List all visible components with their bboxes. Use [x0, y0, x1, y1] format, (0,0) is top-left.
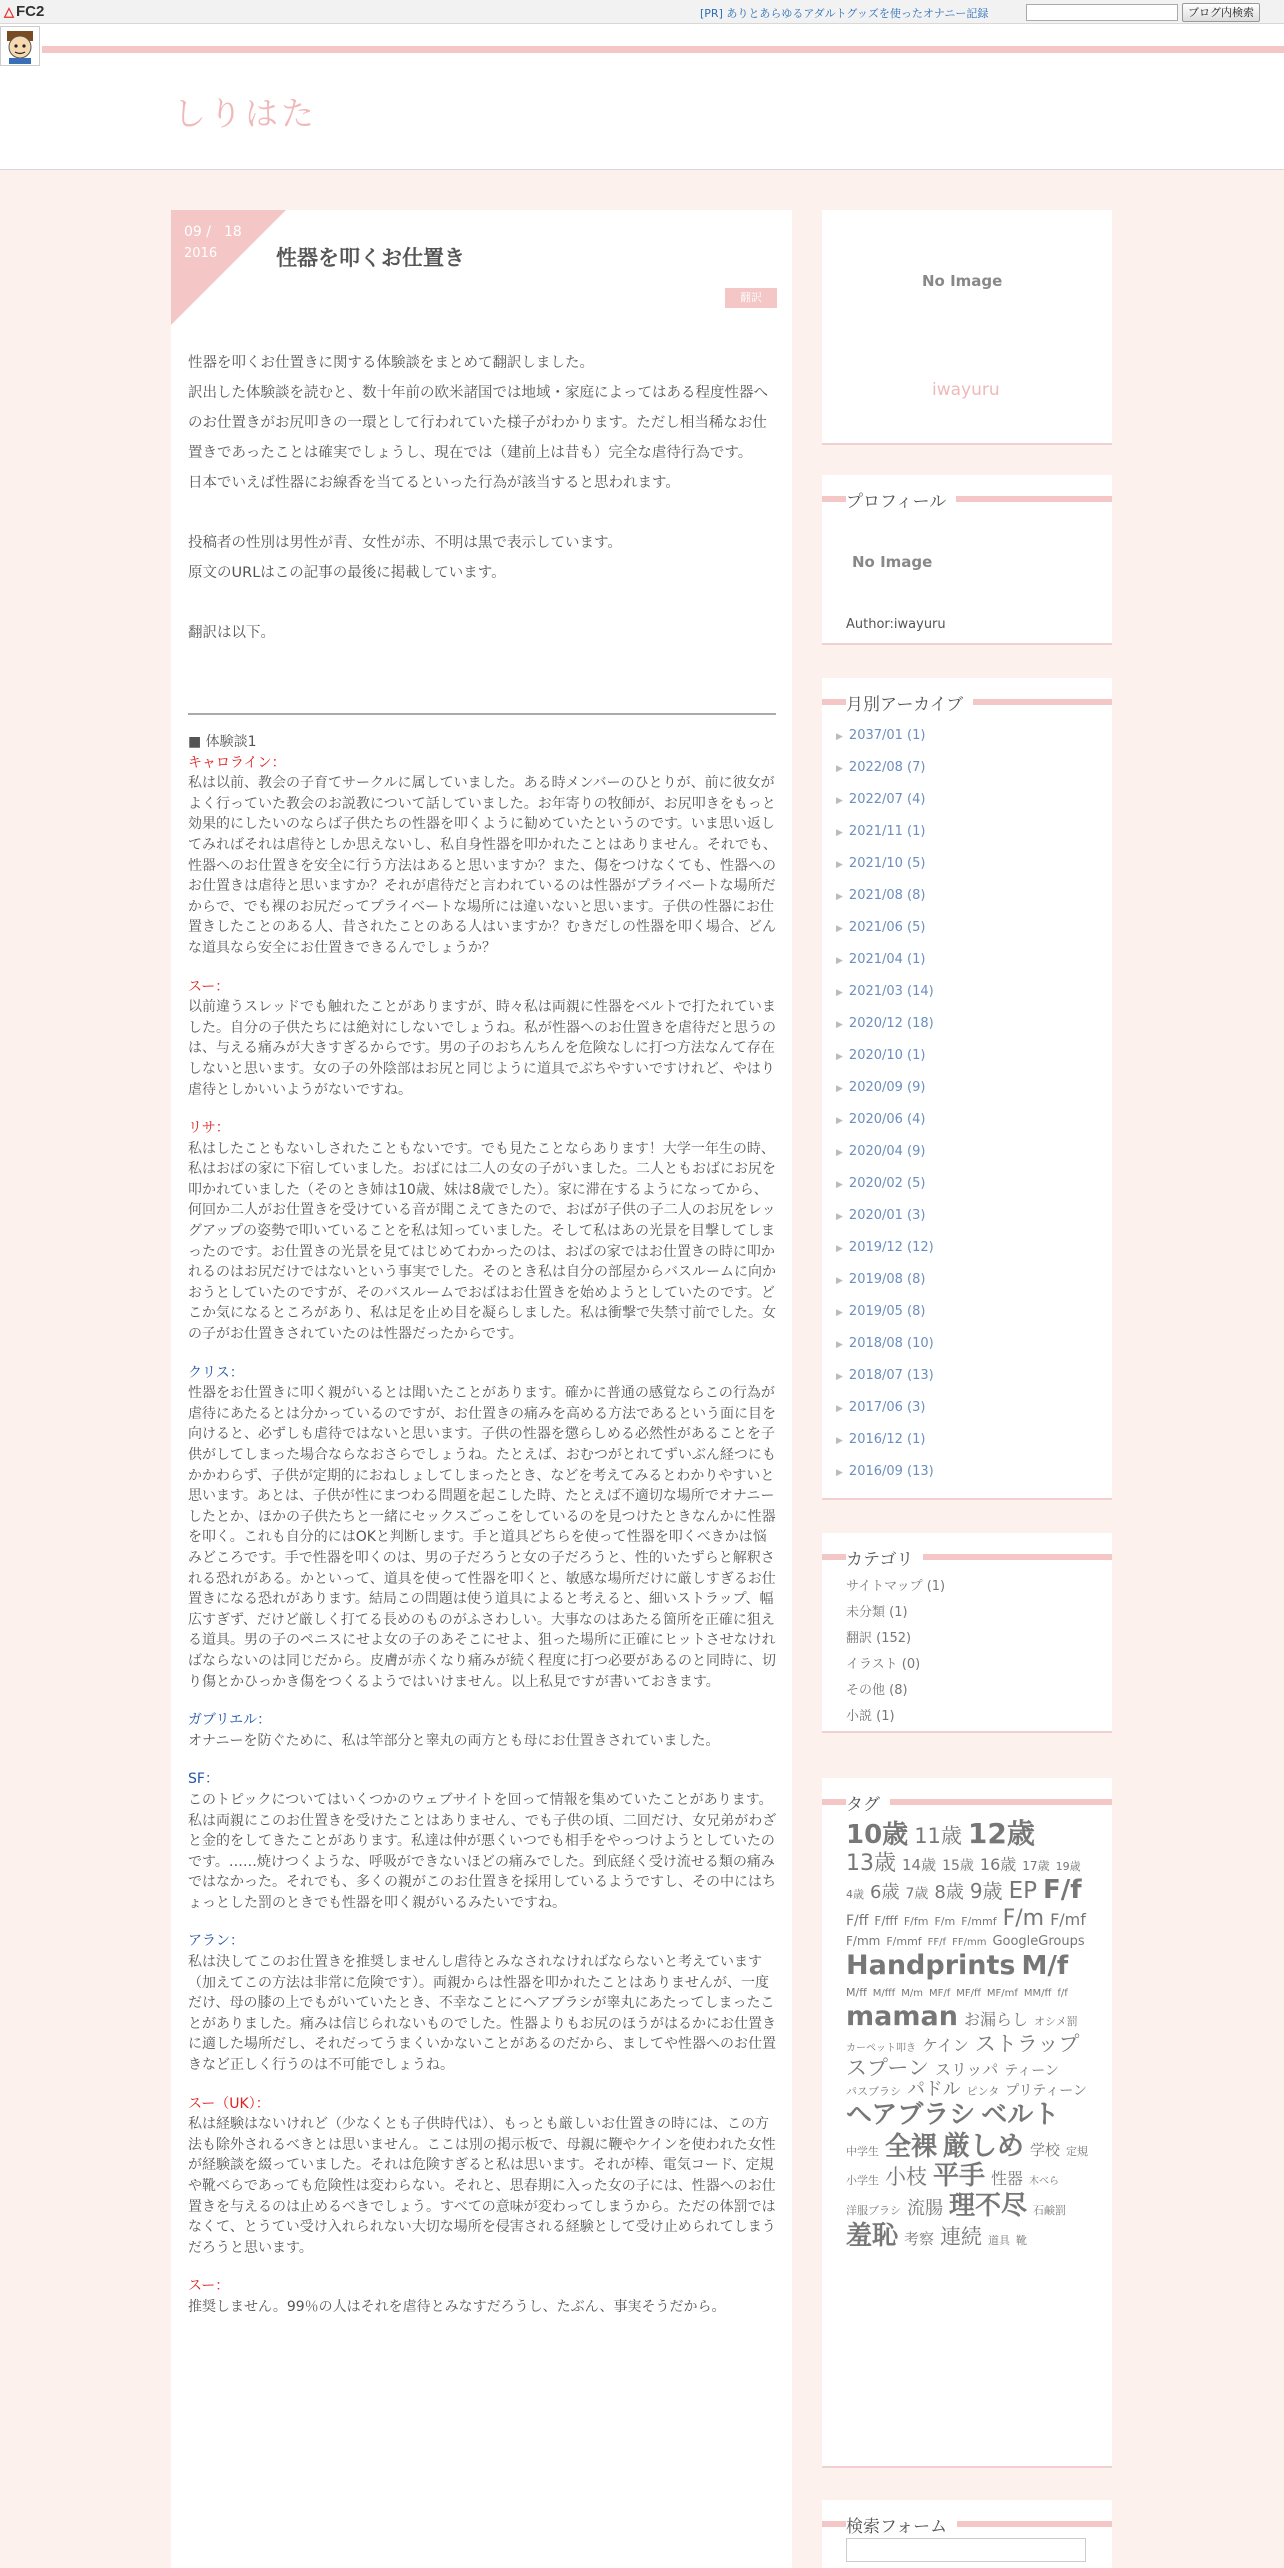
tag-link[interactable]: ベルト — [981, 2099, 1060, 2130]
arrow-icon: ▶ — [836, 796, 843, 806]
tag-link[interactable]: 靴 — [1016, 2234, 1028, 2248]
tag-link[interactable]: F/f — [1042, 1875, 1082, 1906]
tag-link[interactable]: F/mmf — [886, 1935, 922, 1949]
tag-link[interactable]: F/m — [934, 1915, 956, 1929]
category-item[interactable]: その他 (8) — [846, 1683, 908, 1698]
archive-item-label[interactable]: 2021/03 (14) — [848, 984, 934, 999]
archive-item[interactable] — [836, 1456, 934, 1488]
intro-line: 訳出した体験談を読むと、数十年前の欧米諸国では地域・家庭によってはある程度性器へのお仕置きがお尻叩きの一環として行われていた様子がわかります。ただし相当稀なお仕置きであったことは確実でしょうし、現在では（建前上は昔も）完全な虐待行為です。 — [188, 385, 768, 461]
tag-link[interactable]: MF/ff — [956, 1988, 981, 2000]
tag-link[interactable]: パスブラシ — [846, 2084, 901, 2098]
arrow-icon: ▶ — [836, 828, 843, 838]
archive-item[interactable] — [836, 1168, 934, 1200]
category-widget — [822, 1533, 1112, 1733]
category-item[interactable]: 未分類 (1) — [846, 1605, 908, 1620]
archive-item-label[interactable]: 2021/11 (1) — [848, 824, 926, 839]
post-body — [188, 732, 778, 2336]
tag-link[interactable]: 理不尽 — [949, 2191, 1028, 2222]
arrow-icon: ▶ — [836, 1468, 843, 1478]
tag-link[interactable]: 石鹸罰 — [1033, 2204, 1067, 2218]
comment — [188, 977, 778, 1101]
tag-link[interactable]: M/f — [1021, 1951, 1069, 1982]
tag-link[interactable]: 連続 — [940, 2225, 983, 2250]
arrow-icon: ▶ — [836, 1148, 843, 1158]
archive-item[interactable] — [836, 1392, 934, 1424]
arrow-icon: ▶ — [836, 892, 843, 902]
author-link[interactable]: iwayuru — [932, 380, 1000, 400]
intro-line: 原文のURLはこの記事の最後に掲載しています。 — [188, 565, 506, 581]
comment-text: 私はしたこともないしされたこともないです。でも見たことならあります！大学一年生の時、私はおばの家に下宿していました。おばには二人の女の子がいました。二人ともおばにお尻を叩かれていました（そのとき姉は10歳、妹は8歳でした）。家に滞在するようになってから、何回か二人がお仕置きを受けている音が聞こえてきたので、おばが子供の子二人のお尻をレッグアップの姿勢で叩いていることを私は知っていました。そして私はあの光景を目撃してしまったのです。お仕置きの光景を見てはじめてわかったのは、おばの家ではお仕置きの時に叩かれるのはお尻だけではないという事実でした。そのとき私は自分の部屋からバスルームに向かおうとしていたのですが、そのバスルームでおばはお仕置きを始めようとしていたのです。どこか気になるところがあり、私は足を止め目を凝らしました。私は衝撃で失禁寸前でした。女の子がお仕置きされていたのは性器だったからです。 — [188, 1140, 776, 1343]
arrow-icon: ▶ — [836, 1308, 843, 1318]
archive-item[interactable] — [836, 1136, 934, 1168]
category-badge[interactable]: 翻訳 — [725, 288, 777, 308]
comment — [188, 753, 778, 959]
tag-link[interactable]: 7歳 — [905, 1886, 929, 1903]
tag-link[interactable]: 11歳 — [914, 1824, 962, 1848]
post-title[interactable]: 性器を叩くお仕置き — [276, 246, 465, 270]
tag-link[interactable]: ケイン — [922, 2035, 969, 2055]
archive-item[interactable] — [836, 1104, 934, 1136]
archive-item[interactable] — [836, 1424, 934, 1456]
archive-list — [836, 720, 934, 1488]
tag-link[interactable]: スリッパ — [934, 2059, 999, 2079]
tag-link[interactable]: パドル — [907, 2078, 961, 2100]
speaker-name: キャロライン： — [188, 754, 286, 771]
archive-item-label[interactable]: 2017/06 (3) — [848, 1400, 926, 1415]
tag-link[interactable]: 13歳 — [846, 1850, 896, 1876]
tag-link[interactable]: 15歳 — [942, 1857, 974, 1874]
tag-link[interactable]: F/m — [1002, 1906, 1045, 1932]
profile-widget — [822, 475, 1112, 645]
speaker-name: スー： — [188, 978, 230, 995]
arrow-icon: ▶ — [836, 1116, 843, 1126]
arrow-icon: ▶ — [836, 1436, 843, 1446]
tag-link[interactable]: 厳しめ — [943, 2130, 1025, 2162]
archive-item-label[interactable]: 2018/08 (10) — [848, 1336, 934, 1351]
comment — [188, 1710, 778, 1751]
comment-text: 私は経験はないけれど（少なくとも子供時代は）、もっとも厳しいお仕置きの時には、この方法も除外されるべきとは思いません。ここは別の掲示板で、母親に鞭やケインを使われた女性が経験談を綴っていました。それは危険すぎると私は思います。それが棒、電気コード、定規や靴べらであっても危険性は変わらない。それと、思春期に入った女の子には、性器へのお仕置きを与えるのは止めるべきでしょう。すべての意味が変わってしまうから。ただの体罰ではなくて、とうてい受け入れられない大切な場所を侵害される経験として受け止められてしまうだろうと思います。 — [188, 2116, 776, 2256]
archive-item-label[interactable]: 2020/04 (9) — [848, 1144, 926, 1159]
archive-item-label[interactable]: 2019/08 (8) — [848, 1272, 926, 1287]
archive-item-label[interactable]: 2016/09 (13) — [848, 1464, 934, 1479]
widget-title: プロフィール — [846, 487, 956, 512]
archive-item-label[interactable]: 2019/12 (12) — [848, 1240, 934, 1255]
archive-item[interactable] — [836, 976, 934, 1008]
tag-link[interactable]: EP — [1008, 1878, 1037, 1905]
speaker-name: ガブリエル： — [188, 1712, 272, 1729]
intro-line: 投稿者の性別は男性が青、女性が赤、不明は黒で表示しています。 — [188, 535, 622, 551]
tag-link[interactable]: M/m — [901, 1988, 923, 2000]
category-list — [846, 1575, 945, 1731]
blog-search-button[interactable]: ブログ内検索 — [1182, 3, 1260, 22]
archive-item[interactable] — [836, 816, 934, 848]
tag-link[interactable]: F/mmf — [961, 1915, 997, 1929]
tag-link[interactable]: 10歳 — [846, 1820, 909, 1850]
widget-title: 検索フォーム — [846, 2512, 957, 2537]
comment-text: 私は以前、教会の子育てサークルに属していました。ある時メンバーのひとりが、前に彼女がよく行っていた教会のお説教について話していました。お年寄りの牧師が、お尻叩きをもっと効果的にしたいのならば子供たちの性器を叩くように勧めていたというのです。いま思い返してみればそれは虐待としか思えないし、私自身性器を叩かれたことはありません。それでも、性器へのお仕置きを安全に行う方法はあると思いますか？また、傷をつけなくても、性器へのお仕置きは虐待と思いますか？それが虐待だと言われているのは性器がプライベートな場所だからで、でも裸のお尻だってプライベートな場所には違いないと思います。子供の性器にお仕置きしたことのある人、昔されたことのある人はいますか？むきだしの性器を叩く場合、どんな道具なら安全にお仕置きできるんでしょうか？ — [188, 775, 777, 956]
fc2-top-bar — [0, 0, 1284, 24]
archive-item-label[interactable]: 2037/01 (1) — [848, 728, 926, 743]
profile-author: Author:iwayuru — [846, 617, 946, 632]
tag-link[interactable]: 平手 — [933, 2161, 986, 2192]
tag-link[interactable]: MF/f — [928, 1988, 951, 2000]
comment — [188, 1769, 778, 1913]
tag-link[interactable]: 9歳 — [969, 1879, 1003, 1904]
tag-link[interactable]: 4歳 — [846, 1888, 864, 1902]
tag-link[interactable]: M/fff — [872, 1988, 896, 2000]
tag-link[interactable]: 小枝 — [885, 2165, 927, 2190]
tag-link[interactable]: 性器 — [991, 2169, 1024, 2189]
tag-link[interactable]: ストラップ — [974, 2031, 1080, 2056]
archive-item[interactable] — [836, 784, 934, 816]
avatar[interactable] — [0, 26, 40, 66]
tag-link[interactable]: F/fm — [903, 1915, 929, 1929]
widget-title: タグ — [846, 1790, 890, 1815]
archive-item[interactable] — [836, 944, 934, 976]
archive-item-label[interactable]: 2020/12 (18) — [848, 1016, 934, 1031]
archive-item-label[interactable]: 2020/02 (5) — [848, 1176, 926, 1191]
site-header — [0, 24, 1284, 170]
tag-link[interactable]: GoogleGroups — [992, 1934, 1085, 1950]
tag-link[interactable]: プリティーン — [1005, 2082, 1087, 2099]
comment — [188, 2094, 778, 2259]
tag-link[interactable]: M/ff — [846, 1986, 867, 2000]
sidebar-top-image — [822, 210, 1112, 445]
tag-link[interactable]: 道具 — [988, 2234, 1011, 2248]
tag-link[interactable]: 小学生 — [846, 2174, 879, 2188]
tag-link[interactable]: MF/mf — [986, 1988, 1018, 2000]
divider — [188, 713, 776, 715]
date-day: 18 — [224, 224, 242, 240]
tag-link[interactable]: スプーン — [846, 2055, 929, 2080]
comment-text: 推奨しません。99％の人はそれを虐待とみなすだろうし、たぶん、事実そうだから。 — [188, 2298, 726, 2315]
arrow-icon: ▶ — [836, 860, 843, 870]
blog-search-input[interactable] — [1026, 4, 1178, 21]
tag-link[interactable]: カーペット叩き — [846, 2042, 916, 2054]
archive-item-label[interactable]: 2021/04 (1) — [848, 952, 926, 967]
archive-item-label[interactable]: 2018/07 (13) — [848, 1368, 934, 1383]
arrow-icon: ▶ — [836, 1244, 843, 1254]
sidebar-search-input[interactable] — [846, 2538, 1086, 2562]
comment-text: 性器をお仕置きに叩く親がいるとは聞いたことがあります。確かに普通の感覚ならこの行為が虐待にあたるとは分かっているのですが、お仕置きの痛みを高める方法であるという面に目を向けると、必ずしも虐待ではないと思います。子供の性器を懲らしめる必然性があることを子供がしてしまった場合ならなおさらでしょうね。たとえば、おむつがとれてずいぶん経つにもかかわらず、子供が定期的におねしょしてしまったとき、などを考えてみるとわかりやすいと思います。あとは、子供が性にまつわる問題を起こした時、たとえば不適切な場所でオナニーしたとか、ほかの子供たちと一緒にセックスごっこをしているのを見つけたときなんかに性器を叩く。これも自分的にはOKと判断します。手と道具どちらを使って性器を叩くべきかは悩みどころです。手で性器を叩くのは、男の子だろうと女の子だろうと、性的いたずらと解釈される恐れがある。かといって、道具を使って性器を叩くと、敏感な場所だけに厳しすぎるお仕置きになる恐れがあります。結局この問題は使う道具によると考えると、細いストラップ、幅広すぎず、だけど厳しく打てる長めのものがふさわしい。大事なのはあたる箇所を正確に狙える道具。男の子のペニスにせよ女の子のあそこにせよ、狙った場所に正確にヒットさせなければならないのは同じだから。皮膚が赤くなり痛みが続く程度に打つ必要があるのと同時に、切り傷とかひっかき傷をつくるようではいけません。以上私見ですが書いておきます。 — [188, 1385, 776, 1690]
archive-item[interactable] — [836, 720, 934, 752]
speaker-name: リサ： — [188, 1120, 230, 1137]
archive-item[interactable] — [836, 1296, 934, 1328]
tag-link[interactable]: 12歳 — [967, 1817, 1035, 1850]
tag-link[interactable]: オシメ罰 — [1033, 2014, 1078, 2028]
intro-line: 性器を叩くお仕置きに関する体験談をまとめて翻訳しました。 — [188, 355, 594, 371]
tag-link[interactable]: Handprints — [846, 1950, 1016, 1982]
tag-link[interactable]: F/mf — [1050, 1910, 1086, 1930]
category-item[interactable]: イラスト (0) — [846, 1657, 921, 1672]
speaker-name: クリス： — [188, 1364, 244, 1381]
fc2-logo[interactable]: △ FC2 — [4, 3, 45, 20]
archive-item[interactable] — [836, 752, 934, 784]
speaker-name: スー： — [188, 2278, 230, 2295]
archive-widget — [822, 678, 1112, 1500]
date-year: 2016 — [184, 246, 218, 261]
tag-link[interactable]: ティーン — [1004, 2062, 1059, 2079]
arrow-icon: ▶ — [836, 956, 843, 966]
archive-item-label[interactable]: 2021/10 (5) — [848, 856, 926, 871]
tag-link[interactable]: 6歳 — [870, 1882, 900, 1904]
arrow-icon: ▶ — [836, 988, 843, 998]
tag-link[interactable]: お漏らし — [963, 2009, 1028, 2029]
archive-item[interactable] — [836, 1360, 934, 1392]
arrow-icon: ▶ — [836, 764, 843, 774]
tag-link[interactable]: 木べら — [1029, 2176, 1060, 2188]
arrow-icon: ▶ — [836, 732, 843, 742]
tag-link[interactable]: maman — [846, 2000, 958, 2032]
arrow-icon: ▶ — [836, 1404, 843, 1414]
tag-link[interactable]: F/fff — [874, 1914, 898, 1929]
archive-item[interactable] — [836, 1008, 934, 1040]
archive-item[interactable] — [836, 1200, 934, 1232]
archive-item-label[interactable]: 2021/08 (8) — [848, 888, 926, 903]
arrow-icon: ▶ — [836, 1020, 843, 1030]
widget-title: カテゴリ — [846, 1545, 923, 1570]
tag-link[interactable]: 8歳 — [934, 1882, 964, 1904]
arrow-icon: ▶ — [836, 1212, 843, 1222]
archive-item[interactable] — [836, 1040, 934, 1072]
tag-cloud — [846, 1818, 1096, 2252]
archive-item[interactable] — [836, 1264, 934, 1296]
header-accent-line — [42, 46, 1284, 53]
tag-link[interactable]: 19歳 — [1055, 1859, 1081, 1873]
tag-link[interactable]: FF/mm — [952, 1937, 987, 1949]
archive-item[interactable] — [836, 1328, 934, 1360]
arrow-icon: ▶ — [836, 1372, 843, 1382]
tag-link[interactable]: 流腸 — [907, 2198, 943, 2220]
tag-link[interactable]: 羞恥 — [846, 2221, 899, 2252]
archive-item[interactable] — [836, 912, 934, 944]
category-item[interactable]: 小説 (1) — [846, 1709, 895, 1724]
tag-link[interactable]: 洋服ブラシ — [846, 2204, 901, 2218]
arrow-icon: ▶ — [836, 1052, 843, 1062]
archive-item-label[interactable]: 2020/01 (3) — [848, 1208, 926, 1223]
post-intro — [188, 348, 778, 648]
section-title: ■ 体験談1 — [188, 734, 257, 750]
speaker-name: スー（UK）： — [188, 2095, 270, 2112]
intro-line: 翻訳は以下。 — [188, 625, 275, 641]
tag-link[interactable]: F/ff — [846, 1913, 869, 1930]
archive-item-label[interactable]: 2022/07 (4) — [848, 792, 926, 807]
profile-no-image: No Image — [852, 553, 933, 571]
comment — [188, 2276, 778, 2317]
intro-line: 日本でいえば性器にお線香を当てるといった行為が該当すると思われます。 — [188, 475, 680, 491]
article — [171, 210, 792, 2568]
tag-link[interactable]: 17歳 — [1022, 1858, 1050, 1873]
tag-widget — [822, 1778, 1112, 2468]
comment-text: 以前違うスレッドでも触れたことがありますが、時々私は両親に性器をベルトで打たれていました。自分の子供たちには絶対にしないでしょうね。私が性器へのお仕置きを虐待だと思うのは、与える痛みが大きすぎるからです。男の子のおちんちんを危険なしに打つ方法なんて存在しないと思います。女の子の外陰部はお尻と同じように道具でぶちやすいですけれど、やはり虐待としかいいようがないですね。 — [188, 999, 776, 1098]
tag-link[interactable]: 14歳 — [902, 1855, 937, 1874]
tag-link[interactable]: 全裸 — [885, 2131, 938, 2162]
speaker-name: アラン： — [188, 1933, 244, 1950]
no-image-placeholder: No Image — [922, 272, 1003, 290]
pr-link[interactable]: [PR] ありとあらゆるアダルトグッズを使ったオナニー記録 — [700, 7, 989, 20]
tag-link[interactable]: MM/ff — [1023, 1988, 1052, 2000]
comment — [188, 1931, 778, 2075]
category-item[interactable]: 翻訳 (152) — [846, 1631, 912, 1646]
tag-link[interactable]: 16歳 — [979, 1854, 1017, 1874]
archive-item[interactable] — [836, 880, 934, 912]
fc2-flame-icon: △ — [4, 4, 14, 19]
tag-link[interactable]: ピンタ — [966, 2084, 1000, 2098]
archive-item-label[interactable]: 2020/10 (1) — [848, 1048, 926, 1063]
category-item[interactable]: サイトマップ (1) — [846, 1579, 946, 1594]
tag-link[interactable]: 考察 — [904, 2230, 935, 2249]
archive-item[interactable] — [836, 848, 934, 880]
archive-item-label[interactable]: 2020/09 (9) — [848, 1080, 926, 1095]
tag-link[interactable]: f/f — [1057, 1988, 1068, 2000]
avatar-face-icon — [1, 27, 39, 65]
arrow-icon: ▶ — [836, 1340, 843, 1350]
speaker-name: SF： — [188, 1771, 219, 1788]
date-month: 09 / — [184, 224, 211, 240]
tag-link[interactable]: ヘアブラシ — [846, 2099, 976, 2130]
arrow-icon: ▶ — [836, 924, 843, 934]
site-title[interactable]: しりはた — [173, 94, 317, 133]
archive-item-label[interactable]: 2020/06 (4) — [848, 1112, 926, 1127]
comment-text: オナニーを防ぐために、私は竿部分と睾丸の両方とも母にお仕置きされていました。 — [188, 1732, 720, 1749]
tag-link[interactable]: 中学生 — [846, 2144, 879, 2158]
archive-item-label[interactable]: 2022/08 (7) — [848, 760, 926, 775]
tag-link[interactable]: 定規 — [1066, 2144, 1089, 2158]
comment-text: このトピックについてはいくつかのウェブサイトを回って情報を集めていたことがあります。私は両親にこのお仕置きを受けたことはありません、でも子供の頃、二回だけ、女兄弟がわざと金的をしてきたことがあります。私達は仲が悪くいつでも相手をやっつけようとしていたのです。……焼けつくような、呼吸ができないほどの痛みでした。到底経く受け流せる類の痛みではなかった。それでも、多くの親がこのお仕置きを採用しているようですし、その中にはちょっとした罰のときでも性器を叩く親がいるみたいですね。 — [188, 1791, 777, 1911]
archive-item[interactable] — [836, 1072, 934, 1104]
arrow-icon: ▶ — [836, 1180, 843, 1190]
comment — [188, 1363, 778, 1693]
archive-item-label[interactable]: 2021/06 (5) — [848, 920, 926, 935]
comment-text: 私は決してこのお仕置きを推奨しませんし虐待とみなされなければならないと考えています（加えてこの方法は非常に危険です）。両親からは性器を叩かれたことはありませんが、一度だけ、母の膝の上でもがいていたとき、不幸なことにヘアブラシが睾丸にあたってしまったことがありました。痛みは信じられないものでした。性器よりもお尻のほうがはるかにお仕置きに適した場所だし、それだってうまくいかないことがあるのだから、ましてや性器へのお仕置きなど正しく行うのは不可能でしょうね。 — [188, 1954, 776, 2074]
tag-link[interactable]: 学校 — [1030, 2140, 1061, 2159]
arrow-icon: ▶ — [836, 1084, 843, 1094]
comment — [188, 1118, 778, 1345]
archive-item-label[interactable]: 2019/05 (8) — [848, 1304, 926, 1319]
search-widget — [822, 2500, 1112, 2568]
archive-item-label[interactable]: 2016/12 (1) — [848, 1432, 926, 1447]
tag-link[interactable]: FF/f — [927, 1937, 947, 1949]
archive-item[interactable] — [836, 1232, 934, 1264]
tag-link[interactable]: F/mm — [846, 1934, 881, 1949]
arrow-icon: ▶ — [836, 1276, 843, 1286]
widget-title: 月別アーカイブ — [846, 690, 973, 715]
